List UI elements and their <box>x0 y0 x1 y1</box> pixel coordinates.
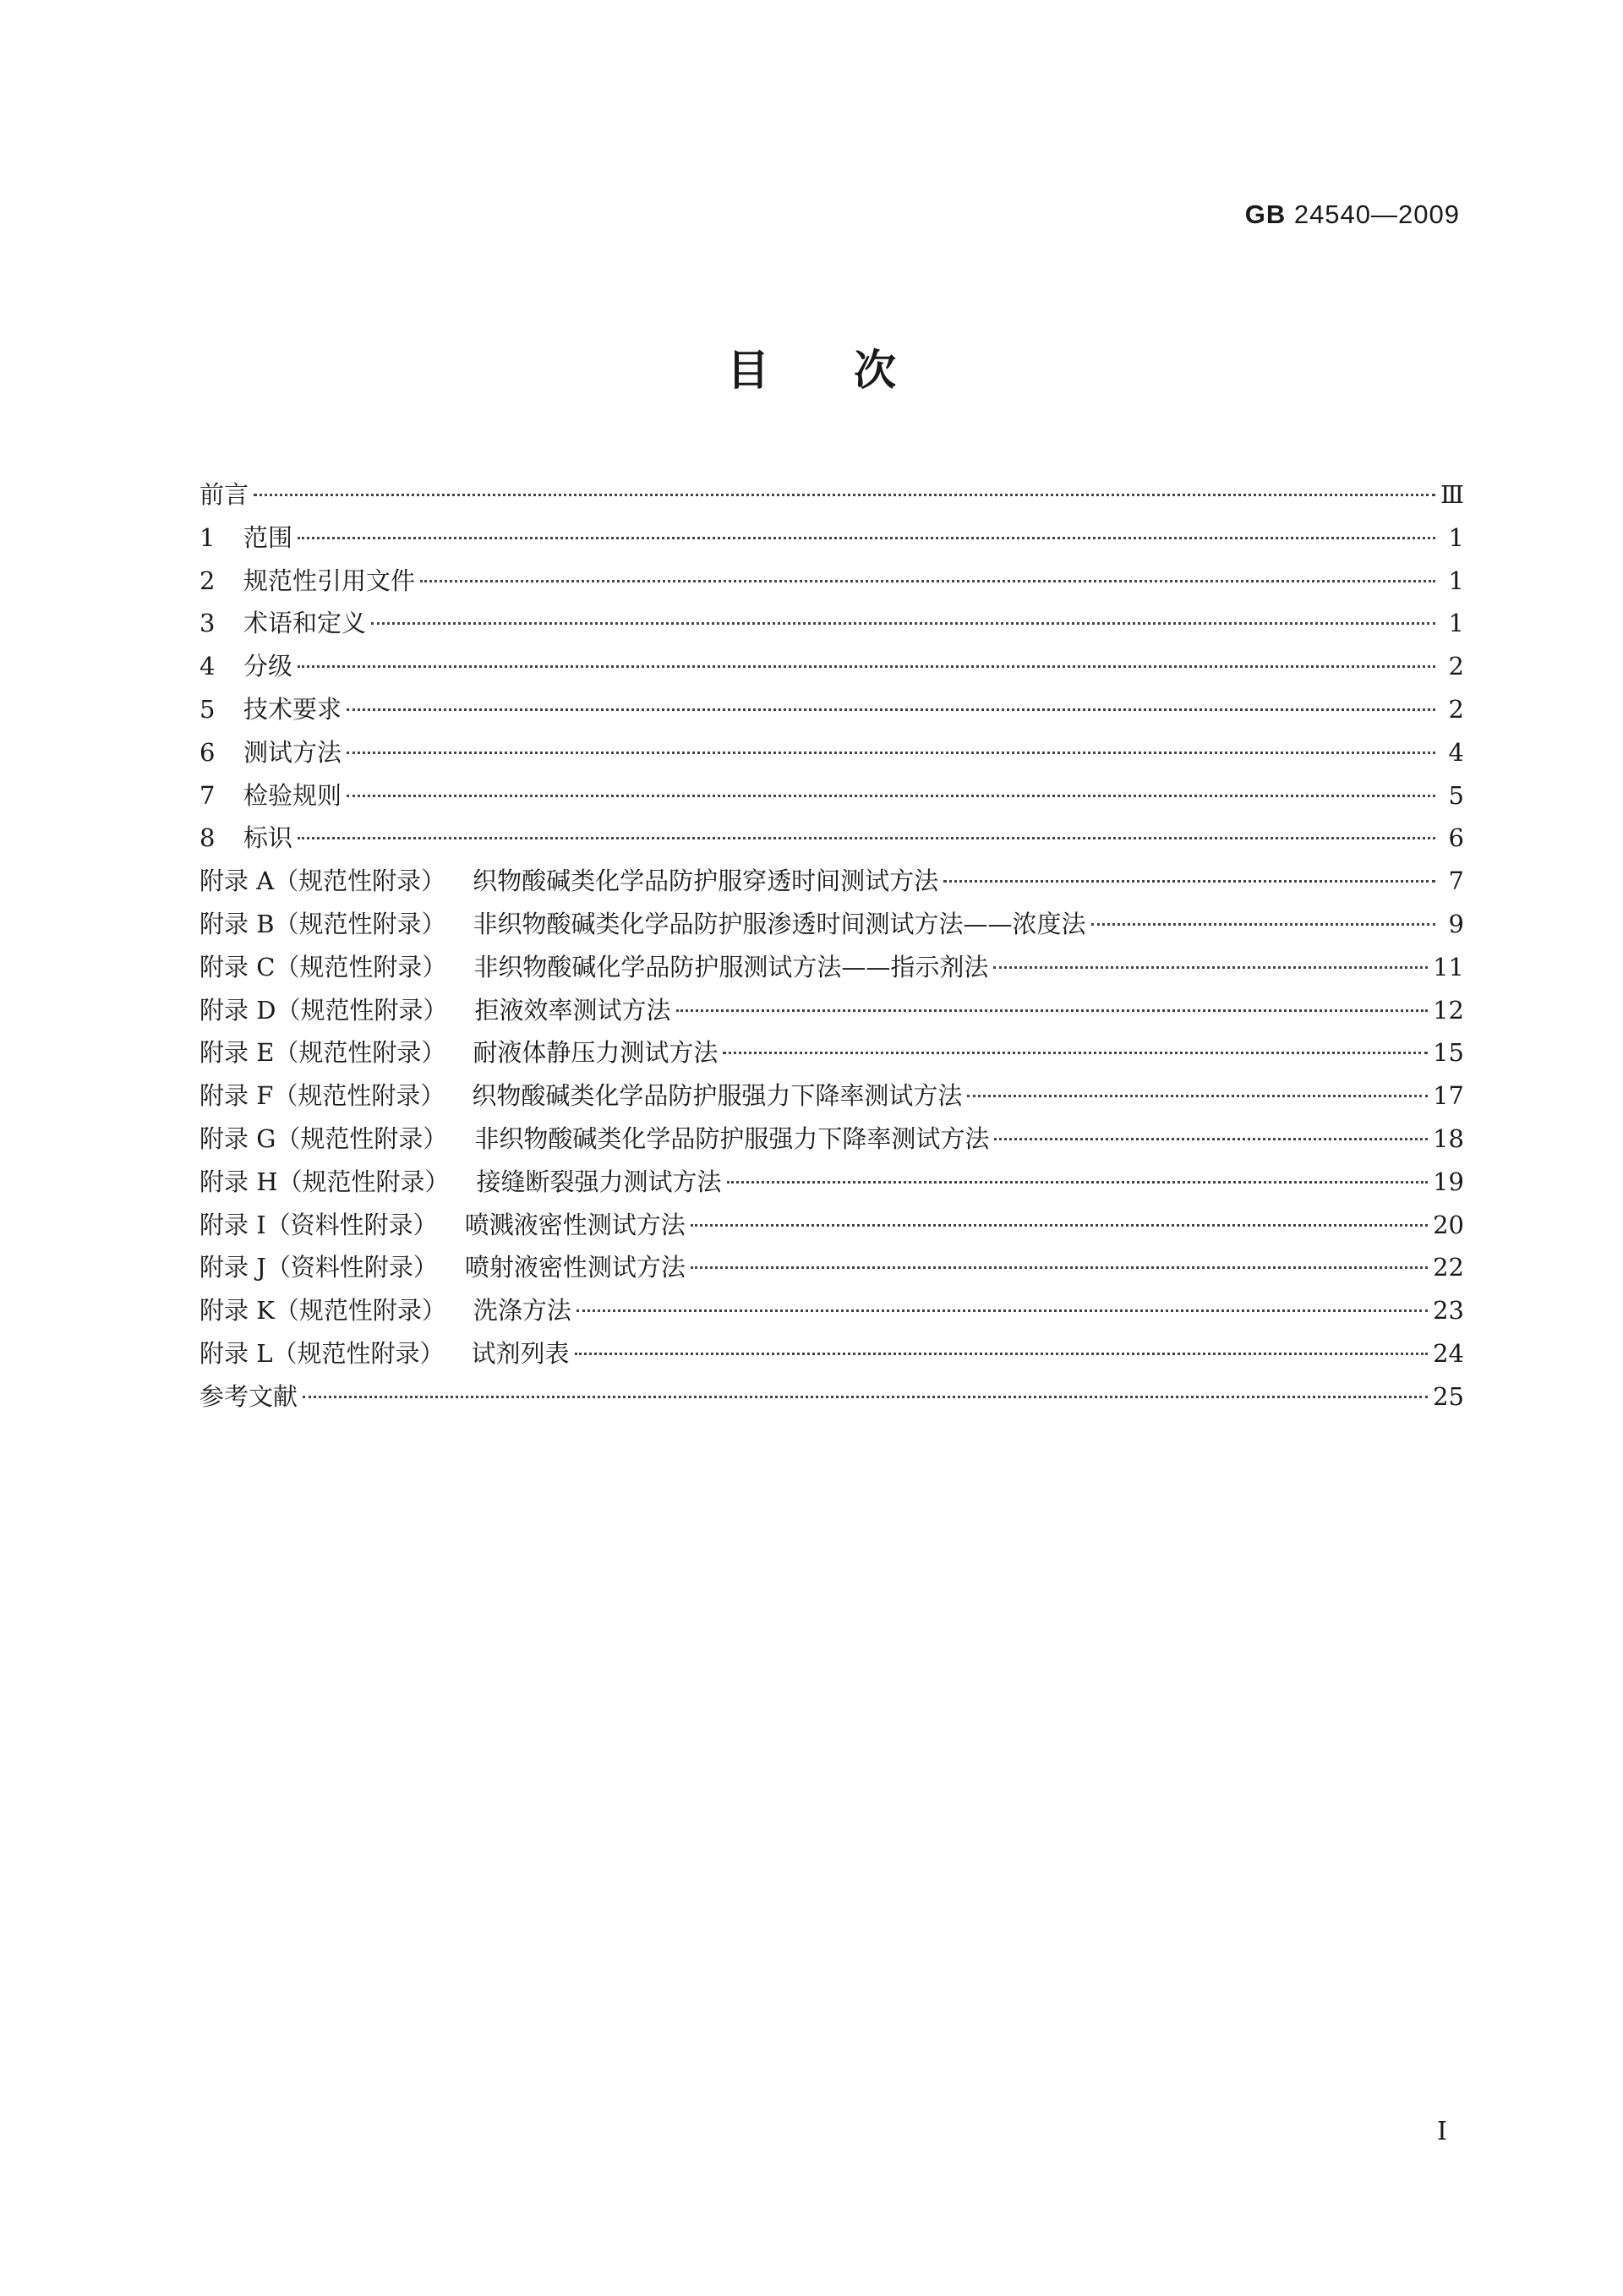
page-number: Ⅰ <box>1437 2117 1447 2146</box>
toc-entry-page: 22 <box>1433 1253 1464 1282</box>
toc-entry-title: 规范性引用文件 <box>243 566 416 595</box>
toc-entry[interactable] <box>199 774 1464 817</box>
toc-entry-label <box>199 1204 686 1247</box>
toc-leader-dots <box>420 578 1435 582</box>
toc-entry-label <box>199 1289 571 1332</box>
toc-entry[interactable] <box>199 602 1464 645</box>
toc-entry-label <box>199 817 292 860</box>
toc-entry[interactable] <box>199 946 1464 989</box>
toc-leader-dots <box>1091 921 1435 926</box>
toc-entry-page: 1 <box>1448 522 1464 552</box>
toc-entry-page: 7 <box>1448 866 1464 896</box>
toc-entry-page: 17 <box>1433 1081 1464 1111</box>
toc-entry[interactable] <box>199 473 1464 517</box>
toc-entry-title: 前言 <box>199 480 249 509</box>
toc-entry-page: 19 <box>1433 1167 1464 1196</box>
toc-entry-subtitle: 喷射液密性测试方法 <box>464 1253 686 1282</box>
standard-prefix: GB <box>1244 200 1287 229</box>
standard-code <box>1245 200 1460 230</box>
toc-entry-label <box>199 560 415 603</box>
toc-leader-dots <box>254 492 1435 496</box>
toc-entry-page: 5 <box>1448 780 1464 810</box>
table-of-contents <box>199 473 1464 1419</box>
toc-entry-subtitle: 织物酸碱类化学品防护服强力下降率测试方法 <box>472 1081 963 1111</box>
toc-entry[interactable] <box>199 517 1464 560</box>
toc-entry-label <box>199 1332 570 1375</box>
toc-entry-number: 2 <box>199 566 216 595</box>
toc-entry-title: 技术要求 <box>243 694 342 724</box>
toc-entry-page: 20 <box>1433 1210 1464 1239</box>
toc-entry-label <box>199 473 249 517</box>
toc-entry-subtitle: 非织物酸碱类化学品防护服渗透时间测试方法——浓度法 <box>473 909 1086 938</box>
toc-leader-dots <box>723 1050 1428 1054</box>
toc-entry-number: 7 <box>199 780 216 810</box>
toc-entry-label <box>199 688 342 731</box>
toc-entry[interactable] <box>199 645 1464 688</box>
toc-entry-title: 测试方法 <box>243 737 342 767</box>
toc-entry-title: 检验规则 <box>243 780 342 810</box>
toc-entry-title: 附录 K（规范性附录） <box>199 1296 446 1326</box>
toc-leader-dots <box>347 707 1435 711</box>
toc-entry-title: 附录 L（规范性附录） <box>199 1338 445 1368</box>
toc-leader-dots <box>967 1093 1428 1097</box>
toc-entry-subtitle: 接缝断裂强力测试方法 <box>476 1167 722 1196</box>
toc-leader-dots <box>298 835 1435 839</box>
toc-entry-subtitle: 非织物酸碱类化学品防护服强力下降率测试方法 <box>474 1123 990 1153</box>
toc-leader-dots <box>298 664 1435 668</box>
toc-entry-page: 9 <box>1448 909 1464 938</box>
toc-leader-dots <box>575 1351 1429 1355</box>
toc-entry-subtitle: 织物酸碱类化学品防护服穿透时间测试方法 <box>473 866 939 896</box>
toc-entry[interactable] <box>199 860 1464 903</box>
toc-entry-label <box>199 731 342 774</box>
toc-entry-title: 附录 C（规范性附录） <box>199 952 447 981</box>
toc-entry-subtitle: 试剂列表 <box>471 1338 570 1368</box>
toc-entry-label <box>199 946 988 989</box>
toc-entry-label <box>199 645 292 688</box>
toc-leader-dots <box>347 750 1435 754</box>
toc-entry-title: 附录 B（规范性附录） <box>199 909 446 938</box>
toc-entry-page: 25 <box>1433 1381 1464 1411</box>
toc-entry-number: 3 <box>199 609 216 638</box>
toc-entry-page: 2 <box>1448 652 1464 681</box>
toc-entry-page: 23 <box>1433 1296 1464 1326</box>
toc-entry-title: 附录 H（规范性附录） <box>199 1167 450 1196</box>
toc-entry-title: 范围 <box>243 522 293 552</box>
toc-entry[interactable] <box>199 1031 1464 1074</box>
toc-entry-label <box>199 1118 989 1161</box>
toc-entry[interactable] <box>199 817 1464 860</box>
toc-entry-page: 4 <box>1448 737 1464 767</box>
toc-leader-dots <box>943 878 1435 883</box>
toc-leader-dots <box>691 1222 1428 1227</box>
toc-entry-subtitle: 喷溅液密性测试方法 <box>464 1210 686 1239</box>
toc-entry[interactable] <box>199 1246 1464 1289</box>
toc-leader-dots <box>577 1308 1428 1312</box>
toc-leader-dots <box>993 965 1428 969</box>
toc-entry-title: 标识 <box>243 823 293 853</box>
toc-leader-dots <box>303 1394 1428 1398</box>
toc-entry-page: 2 <box>1448 694 1464 724</box>
toc-entry[interactable] <box>199 688 1464 731</box>
toc-entry-page: 11 <box>1433 952 1464 981</box>
toc-entry[interactable] <box>199 1375 1464 1419</box>
toc-entry[interactable] <box>199 1289 1464 1332</box>
toc-entry-page: Ⅲ <box>1440 480 1464 509</box>
toc-entry-label <box>199 860 938 903</box>
toc-leader-dots <box>727 1179 1429 1184</box>
page-title: 目次 <box>727 346 981 395</box>
toc-entry[interactable] <box>199 989 1464 1032</box>
toc-entry[interactable] <box>199 731 1464 774</box>
toc-entry-title: 附录 G（规范性附录） <box>199 1123 448 1153</box>
toc-entry-label <box>199 774 342 817</box>
toc-leader-dots <box>676 1008 1429 1012</box>
toc-entry-title: 参考文献 <box>199 1381 298 1411</box>
toc-entry-title: 附录 E（规范性附录） <box>199 1038 446 1068</box>
toc-entry-number: 1 <box>199 522 216 552</box>
toc-entry[interactable] <box>199 1332 1464 1375</box>
toc-entry-title: 分级 <box>243 652 293 681</box>
toc-entry-number: 4 <box>199 652 216 681</box>
toc-leader-dots <box>691 1265 1428 1269</box>
toc-leader-dots <box>994 1136 1428 1140</box>
toc-entry[interactable] <box>199 903 1464 946</box>
toc-entry-subtitle: 拒液效率测试方法 <box>474 995 671 1025</box>
toc-entry-page: 1 <box>1448 566 1464 595</box>
toc-entry-label <box>199 517 292 560</box>
toc-leader-dots <box>298 535 1435 539</box>
toc-entry-title: 附录 F（规范性附录） <box>199 1081 445 1111</box>
toc-leader-dots <box>347 793 1435 797</box>
toc-entry-page: 1 <box>1448 609 1464 638</box>
toc-entry-page: 24 <box>1433 1338 1464 1368</box>
toc-entry-number: 5 <box>199 694 216 724</box>
toc-leader-dots <box>371 620 1435 625</box>
toc-entry-label <box>199 1074 962 1118</box>
toc-entry-label <box>199 1246 686 1289</box>
toc-entry-title: 术语和定义 <box>243 609 367 638</box>
toc-entry-page: 15 <box>1433 1038 1464 1068</box>
toc-entry[interactable] <box>199 560 1464 603</box>
standard-number: 24540—2009 <box>1293 200 1460 229</box>
toc-entry-page: 12 <box>1433 995 1464 1025</box>
toc-entry-title: 附录 A（规范性附录） <box>199 866 446 896</box>
toc-entry[interactable] <box>199 1074 1464 1118</box>
toc-entry-title: 附录 I（资料性附录） <box>199 1210 438 1239</box>
toc-entry-subtitle: 耐液体静压力测试方法 <box>473 1038 719 1068</box>
toc-entry-number: 8 <box>199 823 216 853</box>
toc-entry[interactable] <box>199 1161 1464 1204</box>
toc-entry-page: 6 <box>1448 823 1464 853</box>
toc-entry-page: 18 <box>1433 1123 1464 1153</box>
toc-entry[interactable] <box>199 1204 1464 1247</box>
toc-entry-number: 6 <box>199 737 216 767</box>
toc-entry-label <box>199 989 671 1032</box>
toc-entry-label <box>199 903 1086 946</box>
toc-entry-title: 附录 J（资料性附录） <box>199 1253 438 1282</box>
toc-entry-label <box>199 1375 298 1419</box>
toc-entry-label <box>199 1031 718 1074</box>
toc-entry[interactable] <box>199 1118 1464 1161</box>
toc-entry-subtitle: 非织物酸碱化学品防护服测试方法——指示剂法 <box>473 952 989 981</box>
toc-entry-label <box>199 602 366 645</box>
toc-entry-subtitle: 洗涤方法 <box>473 1296 571 1326</box>
toc-entry-label <box>199 1161 722 1204</box>
toc-entry-title: 附录 D（规范性附录） <box>199 995 448 1025</box>
